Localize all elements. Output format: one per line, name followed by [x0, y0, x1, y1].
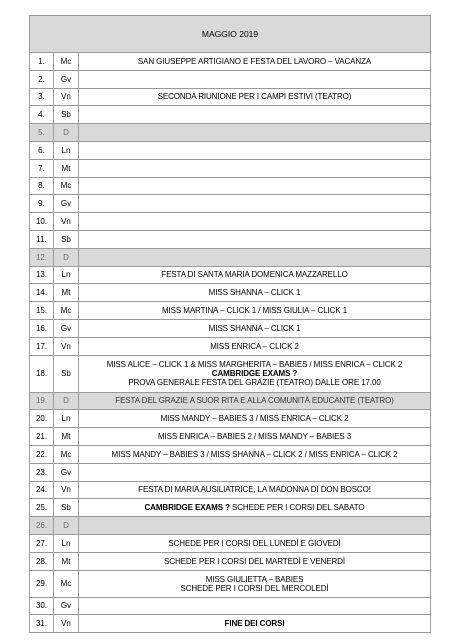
day-number: 9.	[30, 195, 54, 213]
event-description: FESTA DI MARIA AUSILIATRICE, LA MADONNA DI DON BOSCO!	[79, 481, 431, 499]
weekday: D	[54, 124, 79, 142]
event-description	[79, 106, 431, 124]
day-row	[30, 230, 431, 248]
day-row	[30, 213, 431, 231]
day-row	[30, 517, 431, 535]
weekday: Vn	[54, 481, 79, 499]
event-line: MISS GIULIETTA – BABIES	[205, 574, 304, 584]
event-description	[79, 597, 431, 615]
event-bold-text: CAMBRIDGE EXAMS ?	[144, 503, 230, 513]
event-description	[79, 124, 431, 142]
weekday: Ln	[54, 534, 79, 552]
day-number: 8.	[30, 177, 54, 195]
event-description	[79, 159, 431, 177]
event-description	[79, 248, 431, 266]
day-number: 18.	[30, 355, 54, 392]
weekday: Mc	[54, 177, 79, 195]
day-number: 25.	[30, 499, 54, 517]
weekday: Ln	[54, 410, 79, 428]
event-description: MISS SHANNA – CLICK 1	[79, 284, 431, 302]
weekday: Gv	[54, 70, 79, 88]
day-number: 11.	[30, 230, 54, 248]
day-number: 26.	[30, 517, 54, 535]
weekday: D	[54, 392, 79, 410]
event-description	[79, 141, 431, 159]
weekday: Mt	[54, 552, 79, 570]
weekday: Vn	[54, 615, 79, 633]
day-number: 15.	[30, 302, 54, 320]
event-description	[79, 499, 431, 517]
event-description	[79, 195, 431, 213]
day-row	[30, 615, 431, 633]
event-description: MISS SHANNA – CLICK 1	[79, 319, 431, 337]
day-number: 19.	[30, 392, 54, 410]
calendar-table	[29, 15, 431, 633]
weekday: Ln	[54, 141, 79, 159]
weekday: D	[54, 248, 79, 266]
day-number: 30.	[30, 597, 54, 615]
day-number: 27.	[30, 534, 54, 552]
day-number: 17.	[30, 337, 54, 355]
event-description: MISS ENRICA – BABIES 2 / MISS MANDY – BABIES 3	[79, 428, 431, 446]
day-row	[30, 463, 431, 481]
day-number: 28.	[30, 552, 54, 570]
day-row	[30, 410, 431, 428]
weekday: Gv	[54, 597, 79, 615]
day-row	[30, 70, 431, 88]
day-number: 23.	[30, 463, 54, 481]
day-number: 13.	[30, 266, 54, 284]
event-description: MISS ENRICA – CLICK 2	[79, 337, 431, 355]
day-row	[30, 570, 431, 597]
weekday: Sb	[54, 106, 79, 124]
event-description: SAN GIUSEPPE ARTIGIANO E FESTA DEL LAVORO – VACANZA	[79, 53, 431, 71]
event-description	[79, 463, 431, 481]
weekday: Mc	[54, 53, 79, 71]
day-number: 29.	[30, 570, 54, 597]
event-description	[79, 517, 431, 535]
weekday: Mt	[54, 428, 79, 446]
day-number: 7.	[30, 159, 54, 177]
day-row	[30, 428, 431, 446]
day-row	[30, 481, 431, 499]
weekday: D	[54, 517, 79, 535]
day-row	[30, 355, 431, 392]
event-description: SECONDA RIUNIONE PER I CAMPI ESTIVI (TEATRO)	[79, 88, 431, 106]
day-number: 2.	[30, 70, 54, 88]
weekday: Mc	[54, 445, 79, 463]
day-number: 4.	[30, 106, 54, 124]
day-row	[30, 248, 431, 266]
day-row	[30, 534, 431, 552]
day-number: 21.	[30, 428, 54, 446]
weekday: Gv	[54, 463, 79, 481]
day-number: 6.	[30, 141, 54, 159]
title-row	[30, 16, 431, 53]
day-number: 10.	[30, 213, 54, 231]
weekday: Vn	[54, 337, 79, 355]
weekday: Vn	[54, 88, 79, 106]
day-row	[30, 302, 431, 320]
weekday: Sb	[54, 230, 79, 248]
event-line: MISS ALICE – CLICK 1 & MISS MARGHERITA – BABIES / MISS ENRICA – CLICK 2	[106, 360, 403, 370]
calendar-title: MAGGIO 2019	[30, 16, 431, 53]
event-text: SCHEDE PER I CORSI DEL SABATO	[229, 503, 365, 513]
weekday: Vn	[54, 213, 79, 231]
day-row	[30, 392, 431, 410]
weekday: Gv	[54, 319, 79, 337]
event-description: FESTA DEL GRAZIE A SUOR RITA E ALLA COMUNITÀ EDUCANTE (TEATRO)	[79, 392, 431, 410]
day-number: 14.	[30, 284, 54, 302]
day-row	[30, 177, 431, 195]
event-description: SCHEDE PER I CORSI DEL LUNEDÌ E GIOVEDÌ	[79, 534, 431, 552]
day-row	[30, 337, 431, 355]
weekday: Mt	[54, 159, 79, 177]
day-number: 22.	[30, 445, 54, 463]
weekday: Mt	[54, 284, 79, 302]
day-row	[30, 159, 431, 177]
event-description: FESTA DI SANTA MARIA DOMENICA MAZZARELLO	[79, 266, 431, 284]
day-row	[30, 88, 431, 106]
weekday: Gv	[54, 195, 79, 213]
day-number: 12.	[30, 248, 54, 266]
day-row	[30, 319, 431, 337]
weekday: Sb	[54, 499, 79, 517]
day-row	[30, 597, 431, 615]
day-number: 20.	[30, 410, 54, 428]
day-row	[30, 195, 431, 213]
event-line: CAMBRIDGE EXAMS ?	[211, 369, 298, 379]
event-description	[79, 230, 431, 248]
day-row	[30, 552, 431, 570]
event-description: MISS MANDY – BABIES 3 / MISS SHANNA – CLICK 2 / MISS ENRICA – CLICK 2	[79, 445, 431, 463]
day-row	[30, 499, 431, 517]
event-description	[79, 570, 431, 597]
day-number: 3.	[30, 88, 54, 106]
event-description: SCHEDE PER I CORSI DEL MARTEDÌ E VENERDÌ	[79, 552, 431, 570]
event-description	[79, 177, 431, 195]
event-description: MISS MARTINA – CLICK 1 / MISS GIULIA – CLICK 1	[79, 302, 431, 320]
day-row	[30, 445, 431, 463]
day-row	[30, 53, 431, 71]
day-number: 5.	[30, 124, 54, 142]
day-row	[30, 141, 431, 159]
day-number: 24.	[30, 481, 54, 499]
weekday: Sb	[54, 355, 79, 392]
event-description: FINE DEI CORSI	[79, 615, 431, 633]
day-number: 1.	[30, 53, 54, 71]
day-number: 31.	[30, 615, 54, 633]
day-row	[30, 124, 431, 142]
event-line: SCHEDE PER I CORSI DEL MERCOLEDÌ	[180, 583, 329, 593]
event-description: MISS MANDY – BABIES 3 / MISS ENRICA – CLICK 2	[79, 410, 431, 428]
weekday: Mc	[54, 570, 79, 597]
weekday: Mc	[54, 302, 79, 320]
day-row	[30, 284, 431, 302]
day-row	[30, 106, 431, 124]
day-row	[30, 266, 431, 284]
event-description	[79, 213, 431, 231]
event-description	[79, 70, 431, 88]
day-number: 16.	[30, 319, 54, 337]
event-description	[79, 355, 431, 392]
weekday: Ln	[54, 266, 79, 284]
event-line: PROVA GENERALE FESTA DEL GRAZIE (TEATRO) DALLE ORE 17.00	[128, 378, 381, 388]
